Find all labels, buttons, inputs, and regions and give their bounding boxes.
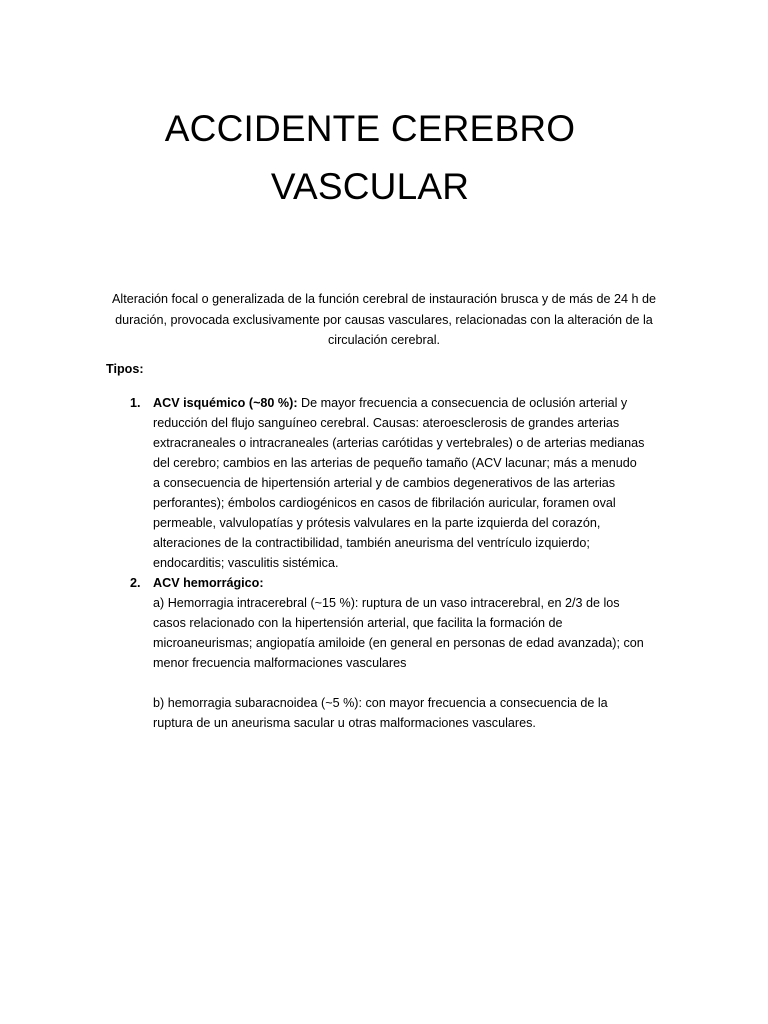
intro-paragraph: Alteración focal o generalizada de la función cerebral de instauración brusca y de más de 24 h de duración, provocada exclusivamente por causas vasculares, relacionadas con la alteración de la circulación cerebral.	[112, 292, 656, 347]
tipos-heading: Tipos:	[106, 362, 144, 376]
list-item-hemorrhagic	[106, 573, 646, 733]
title-line-2: VASCULAR	[270, 166, 470, 207]
types-list	[106, 393, 646, 733]
page-title	[0, 100, 740, 216]
ischemic-lead: ACV isquémico (~80 %):	[153, 396, 298, 410]
hemorrhagic-sub-b: b) hemorragia subaracnoidea (~5 %): con mayor frecuencia a consecuencia de la ruptura de un aneurisma sacular u otras malformaciones vasculares.	[153, 696, 608, 730]
list-number: 2.	[130, 576, 141, 590]
paragraph-gap	[153, 673, 646, 693]
list-item-ischemic	[106, 393, 646, 573]
hemorrhagic-sub-a: a) Hemorragia intracerebral (~15 %): ruptura de un vaso intracerebral, en 2/3 de los casos relacionado con la hipertensión arterial, que facilita la formación de microaneurismas; angiopatía amiloide (en general en personas de edad avanzada); con menor frecuencia malformaciones vasculares	[153, 596, 644, 670]
ischemic-text: De mayor frecuencia a consecuencia de oclusión arterial y reducción del flujo sanguíneo cerebral. Causas: ateroesclerosis de grandes arterias extracraneales o intracraneales (arterias carótidas y vertebrales) o de arterias medianas del cerebro; cambios en las arterias de pequeño tamaño (ACV lacunar; más a menudo a consecuencia de hipertensión arterial y de cambios degenerativos de las arterias perforantes); émbolos cardiogénicos en casos de fibrilación auricular, foramen oval permeable, valvulopatías y prótesis valvulares en la parte izquierda del corazón, alteraciones de la contractibilidad, también aneurisma del ventrículo izquierdo; endocarditis; vasculitis sistémica.	[153, 396, 645, 570]
title-line-1: ACCIDENTE CEREBRO	[164, 108, 576, 149]
list-number: 1.	[130, 396, 141, 410]
hemorrhagic-heading: ACV hemorrágico:	[153, 576, 264, 590]
